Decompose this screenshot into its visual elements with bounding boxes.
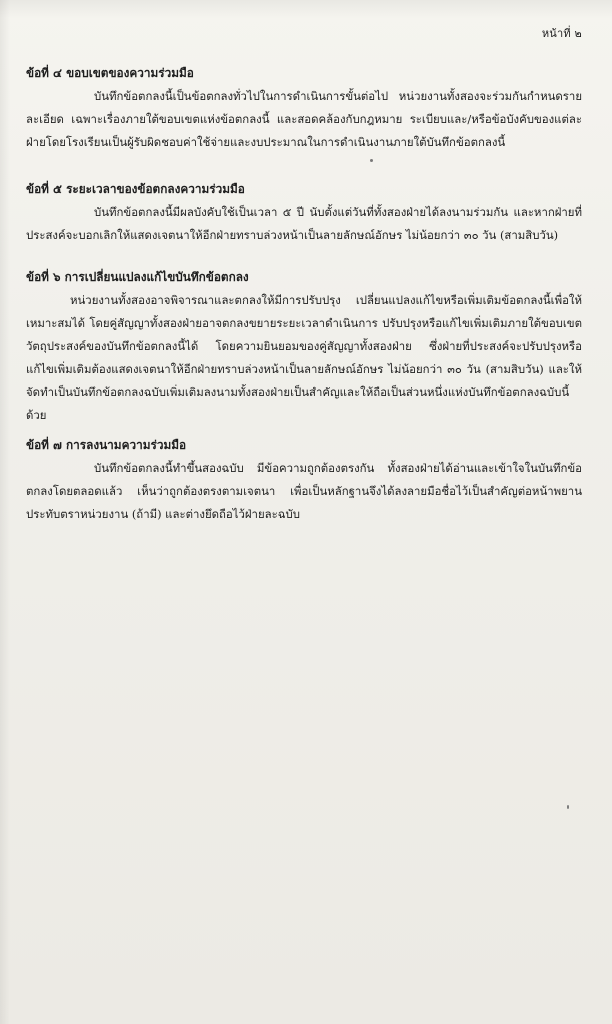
section-5	[26, 178, 582, 247]
scan-edge-shadow	[0, 0, 10, 1024]
section-heading: ข้อที่ ๕ ระยะเวลาของข้อตกลงความร่วมมือ	[26, 182, 245, 196]
page-number: หน้าที่ ๒	[541, 27, 582, 40]
section-body: บันทึกข้อตกลงนี้ทำขึ้นสองฉบับ มีข้อความถูกต้องตรงกัน ทั้งสองฝ่ายได้อ่านและเข้าใจในบันทึกข้อตกลงโดยตลอดแล้ว เห็นว่าถูกต้องตรงตามเจตนา เพื่อเป็นหลักฐานจึงได้ลงลายมือชื่อไว้เป็นสำคัญต่อหน้าพยานประทับตราหน่วยงาน (ถ้ามี) และต่างยึดถือไว้ฝ่ายละฉบับ	[26, 461, 582, 521]
section-body: บันทึกข้อตกลงนี้มีผลบังคับใช้เป็นเวลา ๕ ปี นับตั้งแต่วันที่ทั้งสองฝ่ายได้ลงนามร่วมกัน และหากฝ่ายที่ประสงค์จะบอกเลิกให้แสดงเจตนาให้อีกฝ่ายทราบล่วงหน้าเป็นลายลักษณ์อักษร ไม่น้อยกว่า ๓๐ วัน (สามสิบวัน)	[26, 205, 582, 242]
section-body: บันทึกข้อตกลงนี้เป็นข้อตกลงทั่วไปในการดำเนินการขั้นต่อไป หน่วยงานทั้งสองจะร่วมกันกำหนดรายละเอียด เฉพาะเรื่องภายใต้ขอบเขตแห่งข้อตกลงนี้ และสอดคล้องกับกฎหมาย ระเบียบและ/หรือข้อบังคับของแต่ละฝ่ายโดยโรงเรียนเป็นผู้รับผิดชอบค่าใช้จ่ายและงบประมาณในการดำเนินงานภายใต้บันทึกข้อตกลงนี้	[26, 89, 582, 149]
scan-speck	[567, 805, 569, 809]
section-body: หน่วยงานทั้งสองอาจพิจารณาและตกลงให้มีการปรับปรุง เปลี่ยนแปลงแก้ไขหรือเพิ่มเติมข้อตกลงนี้เพื่อให้เหมาะสมได้ โดยคู่สัญญาทั้งสองฝ่ายอาจตกลงขยายระยะเวลาดำเนินการ ปรับปรุงหรือแก้ไขเพิ่มเติมภายใต้ขอบเขตวัตถุประสงค์ของบันทึกข้อตกลงนี้ได้ โดยความยินยอมของคู่สัญญาทั้งสองฝ่าย ซึ่งฝ่ายที่ประสงค์จะปรับปรุงหรือแก้ไขเพิ่มเติมต้องแสดงเจตนาให้อีกฝ่ายทราบล่วงหน้าเป็นลายลักษณ์อักษร ไม่น้อยกว่า ๓๐ วัน (สามสิบวัน) และให้จัดทำเป็นบันทึกข้อตกลงฉบับเพิ่มเติมลงนามทั้งสองฝ่ายเป็นสำคัญและให้ถือเป็นส่วนหนึ่งแห่งบันทึกข้อตกลงฉบับนี้ด้วย	[26, 293, 582, 422]
section-heading: ข้อที่ ๔ ขอบเขตของความร่วมมือ	[26, 66, 194, 80]
section-6	[26, 266, 582, 427]
scan-speck	[370, 159, 373, 162]
section-7	[26, 434, 582, 526]
section-heading: ข้อที่ ๗ การลงนามความร่วมมือ	[26, 438, 187, 452]
scan-top-shadow	[0, 0, 612, 18]
section-4	[26, 62, 582, 154]
section-heading: ข้อที่ ๖ การเปลี่ยนแปลงแก้ไขบันทึกข้อตกลง	[26, 270, 249, 284]
